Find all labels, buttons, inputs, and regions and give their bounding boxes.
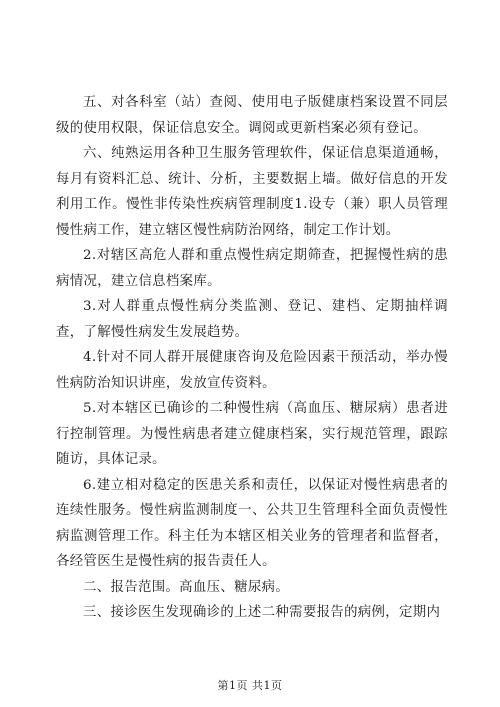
page-footer: 第1页 共1页 [217, 679, 283, 692]
paragraph-reporting-procedure: 三、接诊医生发现确诊的上述二种需要报告的病例，定期内 [83, 605, 441, 620]
paragraph-item-4: 4.针对不同人群开展健康咨询及危险因素干预活动，举办慢性病防治知识讲座，发放宣传资料。 [56, 350, 448, 391]
paragraph-item-3: 3.对人群重点慢性病分类监测、登记、建档、定期抽样调查，了解慢性病发生发展趋势。 [56, 299, 448, 340]
paragraph-access-permissions: 五、对各科室（站）查阅、使用电子版健康档案设置不同层级的使用权限，保证信息安全。调阅或更新档案必须有登记。 [56, 95, 448, 136]
paragraph-item-2: 2.对辖区高危人群和重点慢性病定期筛查，把握慢性病的患病情况，建立信息档案库。 [56, 248, 448, 289]
document-body [56, 90, 448, 626]
paragraph-software-usage: 六、纯熟运用各种卫生服务管理软件，保证信息渠道通畅，每月有资料汇总、统计、分析，主要数据上墙。做好信息的开发利用工作。慢性非传染性疾病管理制度1.设专（兼）职人员管理慢性病工作，建立辖区慢性病防治网络，制定工作计划。 [56, 146, 448, 238]
paragraph-item-6: 6.建立相对稳定的医患关系和责任，以保证对慢性病患者的连续性服务。慢性病监测制度一、公共卫生管理科全面负责慢性病监测管理工作。科主任为本辖区相关业务的管理者和监督者，各经管医生是慢性病的报告责任人。 [56, 477, 448, 569]
paragraph-report-scope: 二、报告范围。高血压、糖尿病。 [83, 579, 290, 595]
paragraph-item-5: 5.对本辖区已确诊的二种慢性病（高血压、糖尿病）患者进行控制管理。为慢性病患者建立健康档案，实行规范管理，跟踪随访，具体记录。 [56, 401, 448, 467]
